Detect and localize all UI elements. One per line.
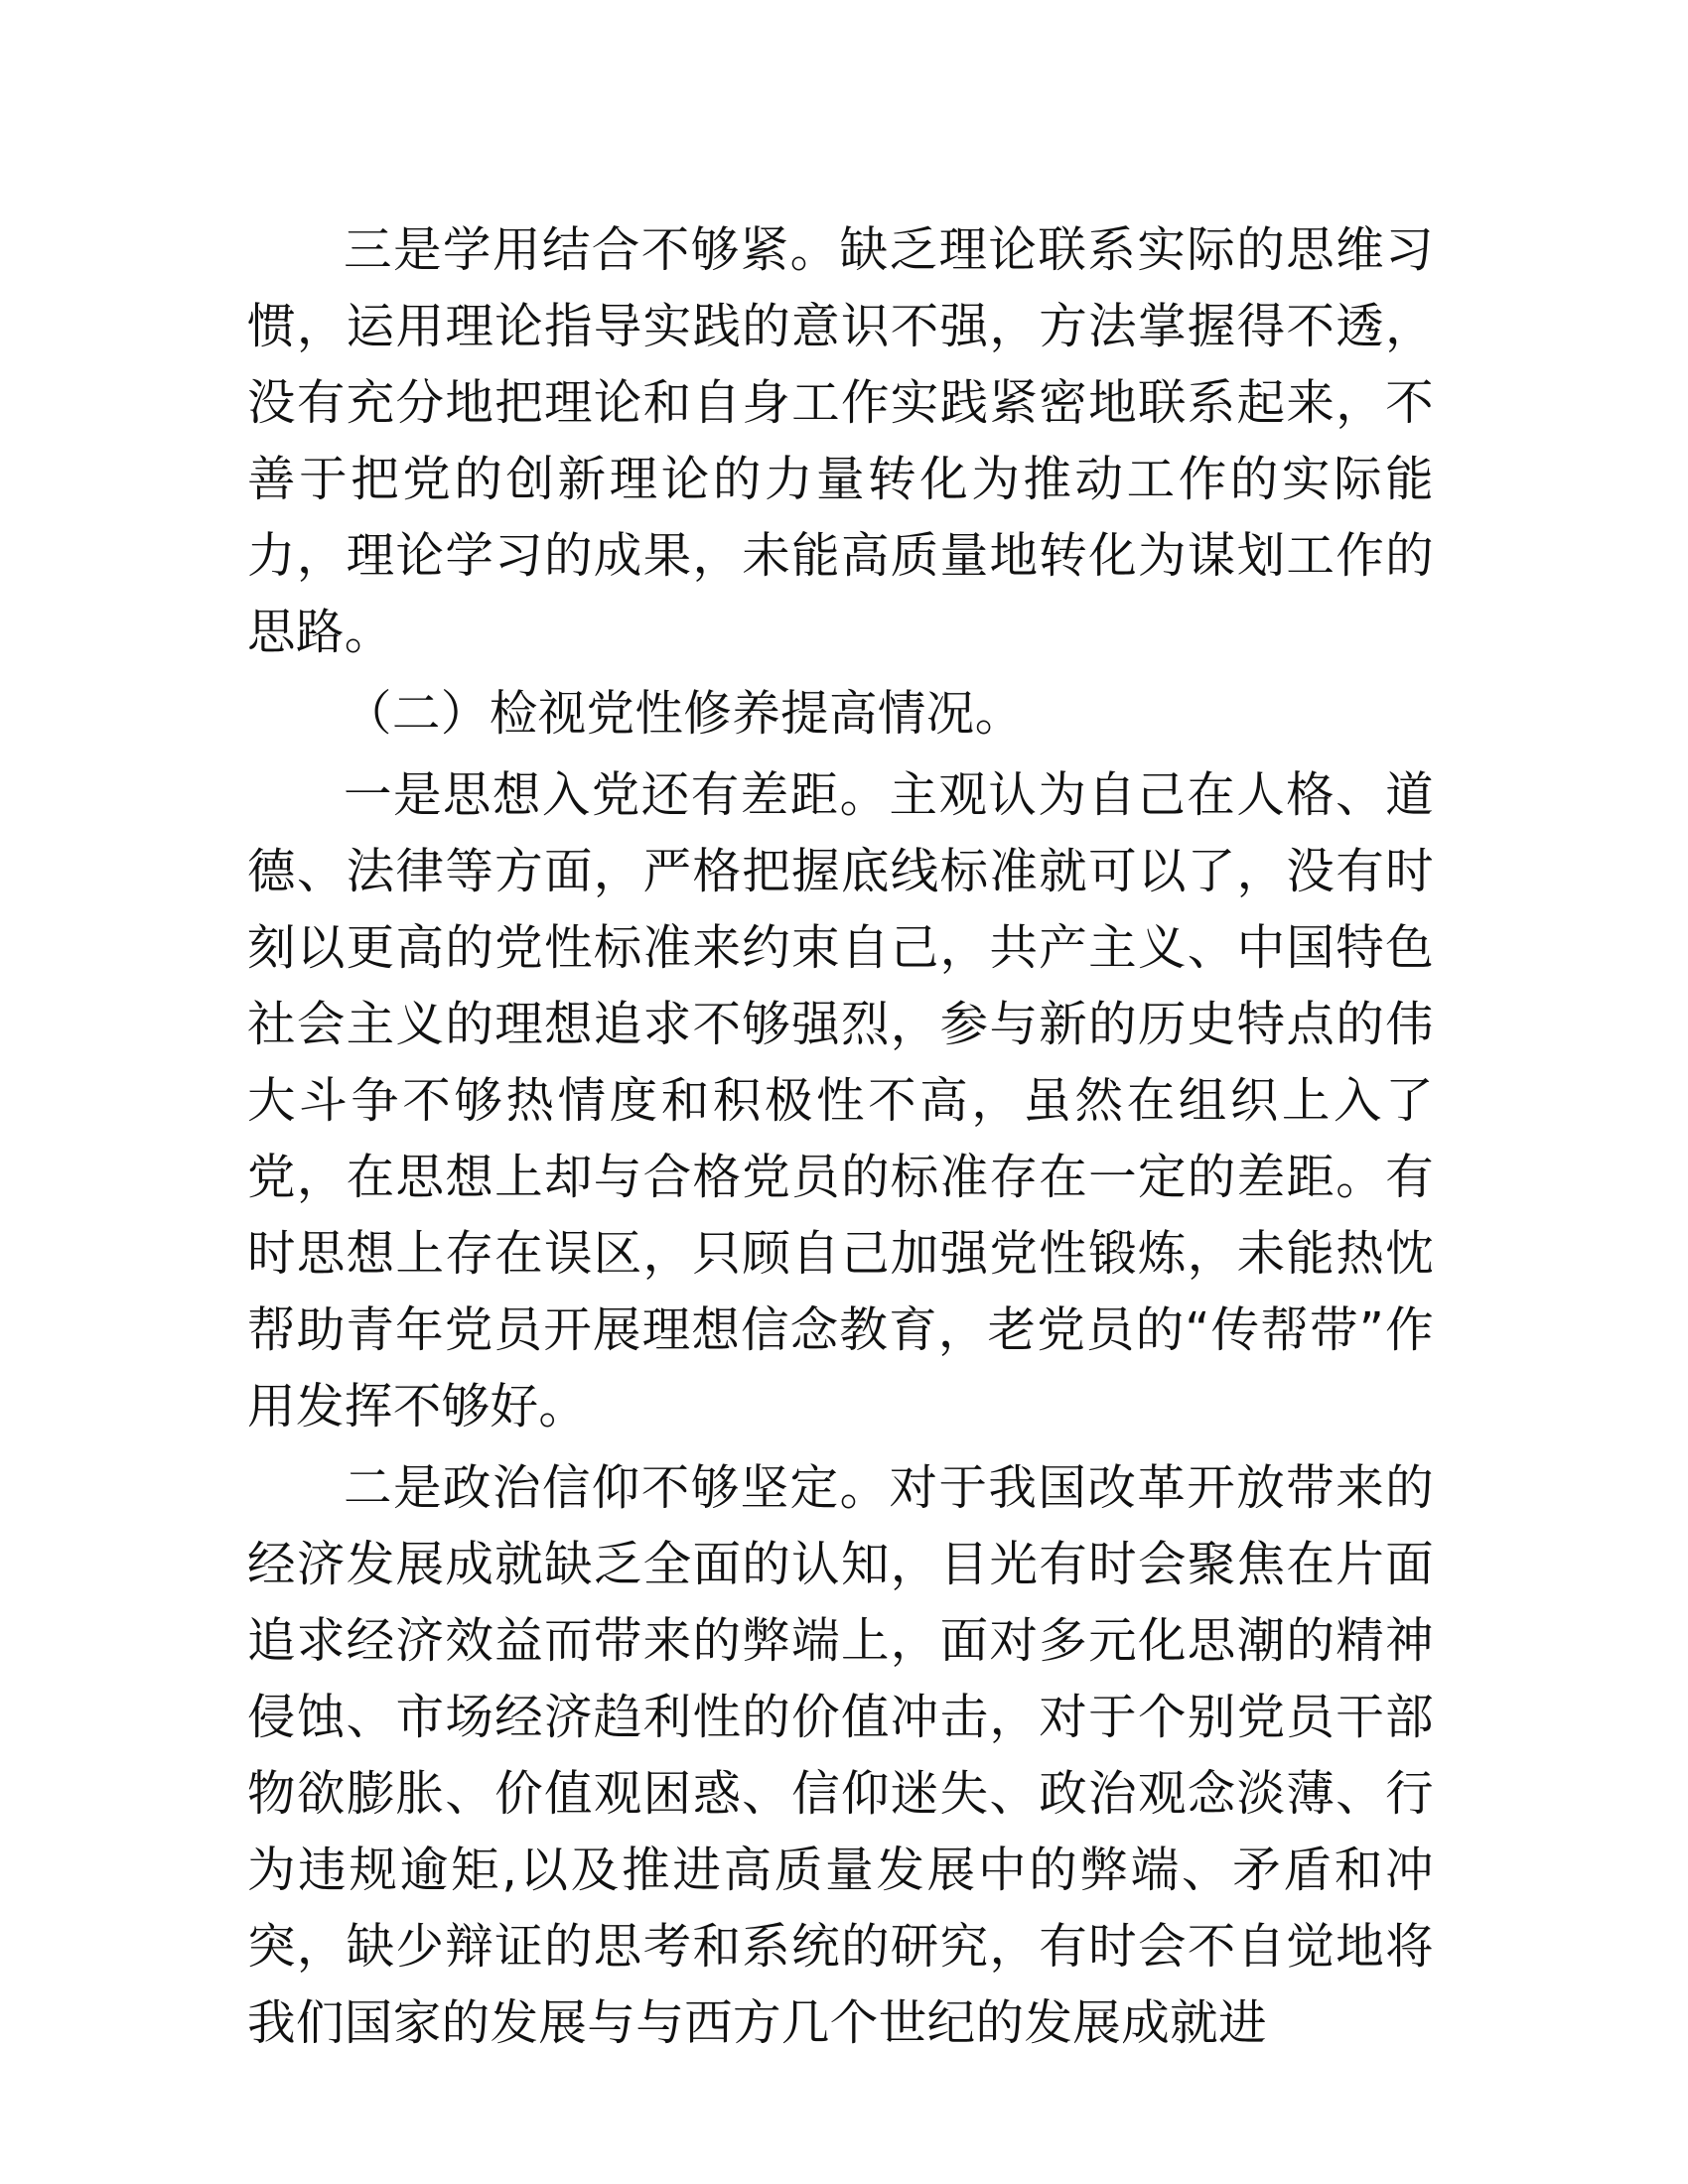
paragraph-ideological-joining: 一是思想入党还有差距。主观认为自己在人格、道德、法律等方面，严格把握底线标准就可以了，没有时刻以更高的党性标准来约束自己，共产主义、中国特色社会主义的理想追求不够强烈，参与新的历史特点的伟大斗争不够热情度和积极性不高，虽然在组织上入了党，在思想上却与合格党员的标准存在一定的差距。有时思想上存在误区，只顾自己加强党性锻炼，未能热忱帮助青年党员开展理想信念教育，老党员的“传帮带”作用发挥不够好。: [247, 767, 1434, 1434]
paragraph-study-application: 三是学用结合不够紧。缺乏理论联系实际的思维习惯，运用理论指导实践的意识不强，方法掌握得不透，没有充分地把理论和自身工作实践紧密地联系起来，不善于把党的创新理论的力量转化为推动工作的实际能力，理论学习的成果，未能高质量地转化为谋划工作的思路。: [247, 222, 1434, 660]
document-page: [247, 212, 1434, 2067]
section-heading-party-spirit: （二）检视党性修养提高情况。: [344, 686, 1024, 742]
paragraph-political-belief: 二是政治信仰不够坚定。对于我国改革开放带来的经济发展成就缺乏全面的认知，目光有时会聚焦在片面追求经济效益而带来的弊端上，面对多元化思潮的精神侵蚀、市场经济趋利性的价值冲击，对于个别党员干部物欲膨胀、价值观困惑、信仰迷失、政治观念淡薄、行为违规逾矩,以及推进高质量发展中的弊端、矛盾和冲突，缺少辩证的思考和系统的研究，有时会不自觉地将我们国家的发展与与西方几个世纪的发展成就进: [247, 1460, 1434, 2051]
